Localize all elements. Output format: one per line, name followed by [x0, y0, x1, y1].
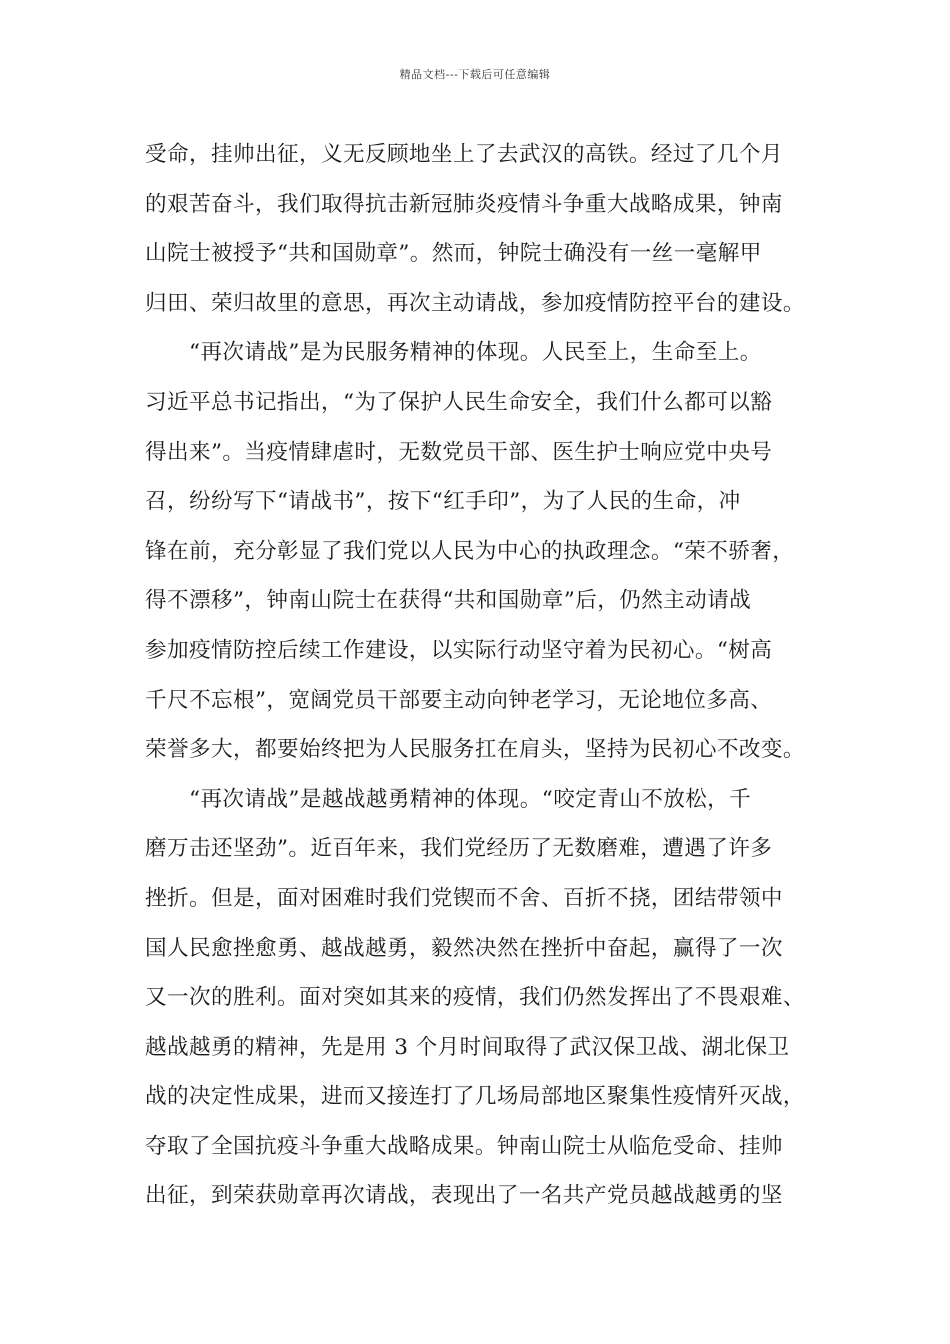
- text-line: 越战越勇的精神，先是用 3 个月时间取得了武汉保卫战、湖北保卫: [145, 1034, 790, 1060]
- text-line: 召，纷纷写下“请战书”，按下“红手印”，为了人民的生命，冲: [145, 489, 741, 515]
- text-line: 出征，到荣获勋章再次请战，表现出了一名共产党员越战越勇的坚: [145, 1183, 783, 1209]
- text-line: 归田、荣归故里的意思，再次主动请战，参加疫情防控平台的建设。: [145, 290, 805, 316]
- text-line: 荣誉多大，都要始终把为人民服务扛在肩头，坚持为民初心不改变。: [145, 737, 805, 763]
- paragraph-first-line: “再次请战”是为民服务精神的体现。人民至上，生命至上。: [189, 340, 762, 366]
- page-header: 精品文档---下载后可任意编辑: [399, 68, 551, 81]
- text-line: 千尺不忘根”，宽阔党员干部要主动向钟老学习，无论地位多高、: [145, 687, 773, 713]
- text-line: 夺取了全国抗疫斗争重大战略成果。钟南山院士从临危受命、挂帅: [145, 1133, 783, 1159]
- text-line: 山院士被授予“共和国勋章”。然而，钟院士确没有一丝一毫解甲: [145, 241, 762, 267]
- text-line: 国人民愈挫愈勇、越战越勇，毅然决然在挫折中奋起，赢得了一次: [145, 935, 783, 961]
- text-line: 习近平总书记指出，“为了保护人民生命安全，我们什么都可以豁: [145, 389, 773, 415]
- text-line: 挫折。但是，面对困难时我们党锲而不舍、百折不挠，团结带领中: [145, 885, 783, 911]
- document-body: [145, 130, 805, 1221]
- paragraph-first-line: “再次请战”是越战越勇精神的体现。“咬定青山不放松，千: [189, 786, 752, 812]
- text-line: 得不漂移”，钟南山院士在获得“共和国勋章”后，仍然主动请战: [145, 588, 752, 614]
- text-line: 锋在前，充分彰显了我们党以人民为中心的执政理念。“荣不骄奢，: [145, 538, 795, 564]
- text-line: 又一次的胜利。面对突如其来的疫情，我们仍然发挥出了不畏艰难、: [145, 985, 805, 1011]
- text-line: 受命，挂帅出征，义无反顾地坐上了去武汉的高铁。经过了几个月: [145, 142, 783, 167]
- text-line: 磨万击还坚劲”。近百年来，我们党经历了无数磨难，遭遇了许多: [145, 836, 773, 862]
- text-line: 参加疫情防控后续工作建设，以实际行动坚守着为民初心。“树高: [145, 637, 773, 663]
- text-line: 的艰苦奋斗，我们取得抗击新冠肺炎疫情斗争重大战略成果，钟南: [145, 191, 783, 217]
- text-line: 得出来”。当疫情肆虐时，无数党员干部、医生护士响应党中央号: [145, 439, 773, 465]
- text-line: 战的决定性成果，进而又接连打了几场局部地区聚集性疫情歼灭战，: [145, 1084, 805, 1110]
